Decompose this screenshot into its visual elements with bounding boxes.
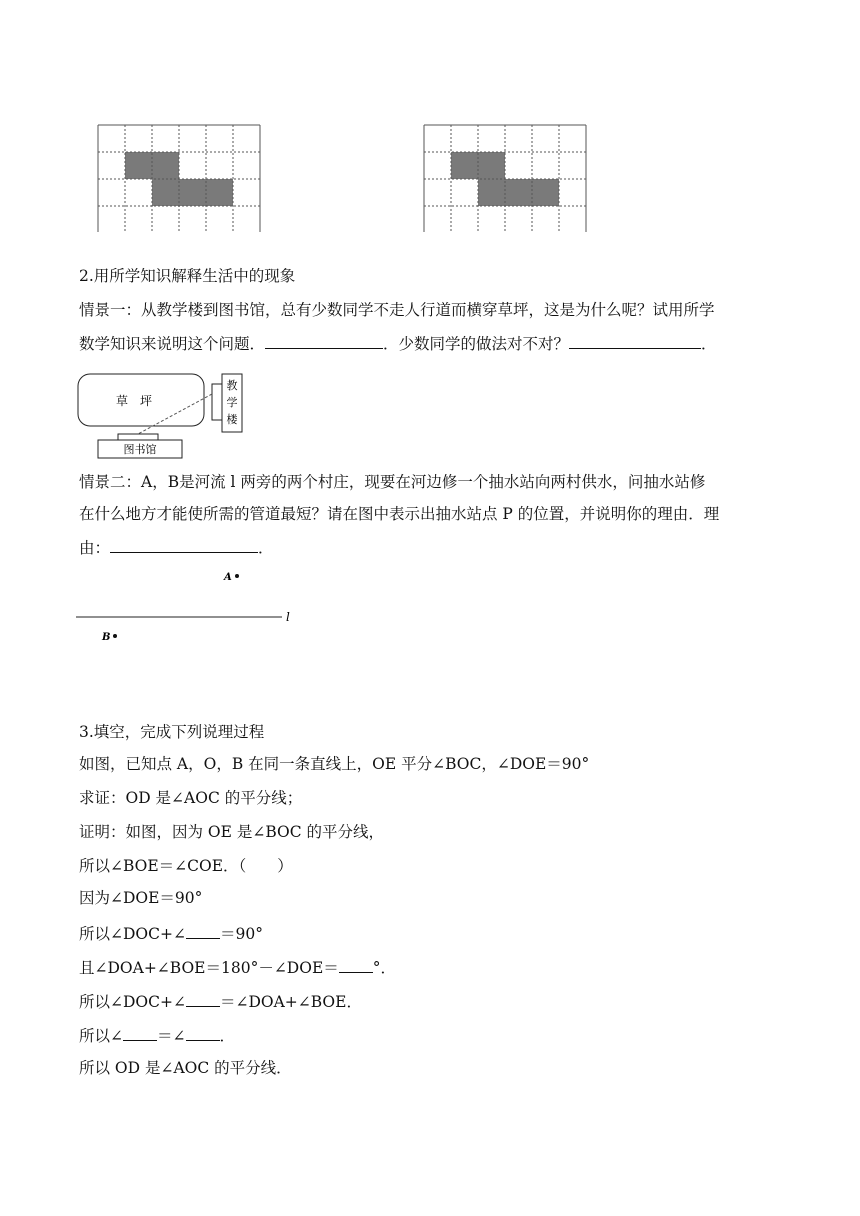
scenario-1-line-2 — [79, 332, 717, 354]
answer-blank-2[interactable] — [569, 332, 701, 349]
scenario-2-line-1: 情景二：A，B是河流 l 两旁的两个村庄，现要在河边修一个抽水站向两村供水，问抽水站修 — [79, 473, 706, 491]
shaded-cell — [451, 152, 478, 179]
proof-line-10: 所以 OD 是∠AOC 的平分线． — [79, 1059, 292, 1077]
proof-line-9-a: 所以∠ — [79, 1027, 123, 1045]
shaded-cell — [179, 179, 206, 206]
grid-figure-left — [97, 124, 261, 232]
shaded-cell — [152, 152, 179, 179]
proof-line-2: 求证：OD 是∠AOC 的平分线； — [79, 789, 303, 807]
question-3-title: 3.填空，完成下列说理过程 — [79, 723, 265, 741]
shaded-cell — [125, 152, 152, 179]
proof-line-9-c: ． — [219, 1027, 236, 1045]
proof-blank-5[interactable] — [186, 1024, 220, 1041]
proof-line-7 — [79, 956, 396, 978]
proof-line-8-b: ＝∠DOA+∠BOE． — [219, 993, 362, 1011]
proof-line-7-a: 且∠DOA+∠BOE＝180°－∠DOE＝ — [79, 959, 339, 977]
point-a-label: A — [224, 572, 232, 583]
library-connector — [118, 434, 158, 440]
shaded-cell — [478, 152, 505, 179]
point-b — [113, 634, 117, 638]
shaded-cell — [505, 179, 532, 206]
proof-line-7-b: °． — [372, 959, 397, 977]
proof-line-9 — [79, 1024, 235, 1046]
proof-blank-3[interactable] — [186, 990, 220, 1007]
library-label: 图书馆 — [123, 443, 157, 456]
proof-line-6 — [79, 922, 263, 944]
proof-blank-4[interactable] — [123, 1024, 157, 1041]
reason-end: ． — [258, 539, 274, 557]
proof-blank-2[interactable] — [339, 956, 373, 973]
shaded-cell — [206, 179, 233, 206]
lawn-label: 草 坪 — [115, 394, 153, 408]
proof-line-3: 证明：如图，因为 OE 是∠BOC 的平分线， — [79, 823, 385, 841]
scenario-1-text-end: ． — [701, 335, 717, 353]
campus-diagram — [76, 372, 256, 464]
proof-line-8 — [79, 990, 362, 1012]
proof-line-9-b: ＝∠ — [157, 1027, 186, 1045]
proof-line-6-b: ＝90° — [219, 925, 263, 943]
building-connector — [212, 384, 222, 420]
proof-line-8-a: 所以∠DOC+∠ — [79, 993, 186, 1011]
shaded-cell — [152, 179, 179, 206]
river-diagram — [74, 562, 298, 646]
scenario-2-line-2: 在什么地方才能使所需的管道最短？请在图中表示出抽水站点 P 的位置，并说明你的理由．理 — [79, 505, 720, 523]
question-2-title: 2.用所学知识解释生活中的现象 — [79, 267, 296, 285]
reason-label: 由： — [79, 539, 111, 557]
point-a — [235, 574, 239, 578]
point-b-label: B — [102, 632, 111, 643]
proof-line-1: 如图，已知点 A，O，B 在同一条直线上，OE 平分∠BOC，∠DOE＝90° — [79, 755, 590, 773]
shaded-cell — [532, 179, 559, 206]
scenario-1-text-a: 数学知识来说明这个问题． — [79, 335, 266, 353]
building-label-1: 教 — [226, 379, 238, 392]
proof-blank-1[interactable] — [186, 922, 220, 939]
building-label-2: 学 — [226, 396, 238, 409]
scenario-1-line-1: 情景一：从教学楼到图书馆，总有少数同学不走人行道而横穿草坪，这是为什么呢？试用所学 — [79, 301, 715, 319]
scenario-1-text-b: ．少数同学的做法对不对？ — [383, 335, 570, 353]
reason-blank[interactable] — [110, 536, 258, 553]
proof-line-5: 因为∠DOE＝90° — [79, 889, 203, 907]
river-label: l — [286, 610, 290, 624]
shaded-cell — [478, 179, 505, 206]
building-label-3: 楼 — [226, 413, 238, 426]
proof-line-4: 所以∠BOE＝∠COE．（ ） — [79, 857, 293, 875]
answer-blank-1[interactable] — [265, 332, 383, 349]
proof-line-6-a: 所以∠DOC+∠ — [79, 925, 186, 943]
scenario-2-line-3 — [79, 536, 274, 558]
grid-figure-right — [423, 124, 587, 232]
